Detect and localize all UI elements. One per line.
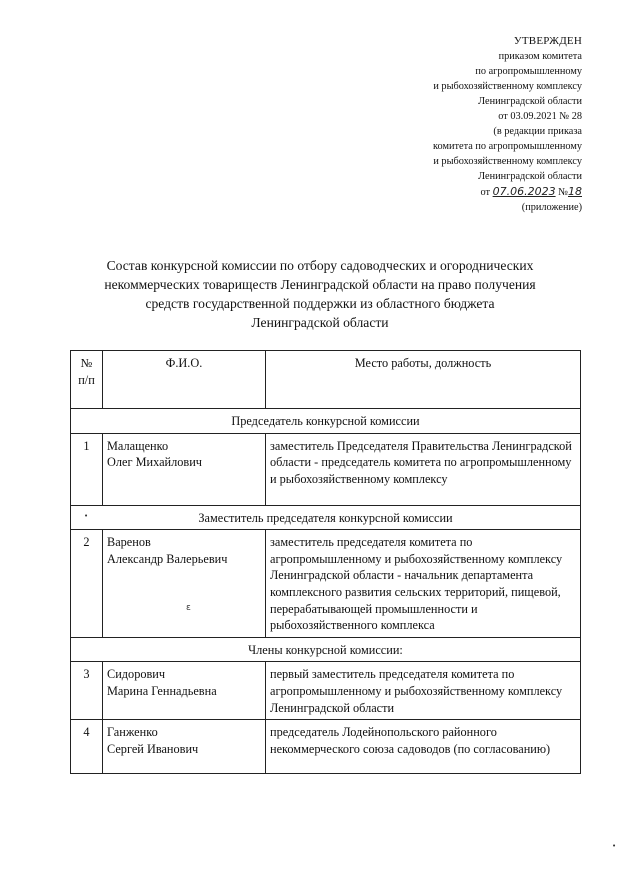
table-row xyxy=(71,720,581,774)
approval-line: от 03.09.2021 № 28 xyxy=(498,111,582,122)
scan-artifact-dot: • xyxy=(84,512,89,520)
row-name xyxy=(103,662,266,720)
header-position: Место работы, должность xyxy=(266,351,581,409)
number-sign: № xyxy=(558,187,568,198)
row-surname: Малащенко xyxy=(107,438,169,453)
row-surname: Варенов xyxy=(107,535,151,550)
row-position: председатель Лодейнопольского районного некоммерческого союза садоводов (по согласованию) xyxy=(266,720,581,774)
approval-line: и рыбохозяйственному комплексу xyxy=(433,81,582,92)
approval-line: и рыбохозяйственному комплексу xyxy=(433,156,582,167)
title-line: Состав конкурсной комиссии по отбору садоводческих и огороднических xyxy=(106,258,534,273)
scan-artifact-dot: • xyxy=(612,842,617,850)
section-title-members: Члены конкурсной комиссии: xyxy=(71,637,581,662)
row-name xyxy=(103,530,266,638)
handwritten-number: 18 xyxy=(568,185,582,198)
row-given-name: Александр Валерьевич xyxy=(107,551,228,566)
header-name: Ф.И.О. xyxy=(103,351,266,409)
approval-line: по агропромышленному xyxy=(475,66,582,77)
approval-closing: (приложение) xyxy=(521,202,582,213)
row-given-name: Сергей Иванович xyxy=(107,741,199,756)
row-num: 1 xyxy=(71,433,103,505)
row-num: 2 xyxy=(71,530,103,638)
row-num: 4 xyxy=(71,720,103,774)
row-name xyxy=(103,720,266,774)
handwritten-date: 07.06.2023 xyxy=(492,185,556,198)
title-line: некоммерческих товариществ Ленинградской области на право получения xyxy=(104,277,536,292)
title-line: Ленинградской области xyxy=(251,315,389,330)
row-position: заместитель Председателя Правительства Ленинградской области - председатель комитета по агропромышленному и рыбохозяйственному комплексу xyxy=(266,433,581,505)
row-name xyxy=(103,433,266,505)
table-row xyxy=(71,530,581,638)
document-title xyxy=(60,256,580,332)
row-surname: Ганженко xyxy=(107,725,158,740)
row-given-name: Марина Геннадьевна xyxy=(107,683,217,698)
amendment-date-line xyxy=(433,184,582,200)
section-title-chairman: Председатель конкурсной комиссии xyxy=(71,409,581,434)
approval-line: комитета по агропромышленному xyxy=(433,141,582,152)
table-row xyxy=(71,433,581,505)
header-num: № п/п xyxy=(71,351,103,409)
approval-line: Ленинградской области xyxy=(478,96,582,107)
table-header-row xyxy=(71,351,581,409)
row-num: 3 xyxy=(71,662,103,720)
section-row xyxy=(71,409,581,434)
scan-artifact-mark: ɛ xyxy=(186,603,191,613)
section-row xyxy=(71,505,581,530)
approval-line: приказом комитета xyxy=(498,51,582,62)
row-given-name: Олег Михайлович xyxy=(107,455,202,470)
section-title-deputy: Заместитель председателя конкурсной комиссии xyxy=(71,505,581,530)
row-position: первый заместитель председателя комитета по агропромышленному и рыбохозяйственному комплексу Ленинградской области xyxy=(266,662,581,720)
table-row xyxy=(71,662,581,720)
commission-table xyxy=(70,350,581,774)
row-position: заместитель председателя комитета по агропромышленному и рыбохозяйственному комплексу Ленинградской области - начальник департамента комплексного развития сельских территорий, пищевой, перерабатывающей промышленности и рыбохозяйственного комплекса xyxy=(266,530,581,638)
date-prefix: от xyxy=(480,187,491,198)
approval-block xyxy=(433,34,582,215)
title-line: средств государственной поддержки из областного бюджета xyxy=(145,296,495,311)
approval-line: (в редакции приказа xyxy=(493,126,582,137)
approval-heading: УТВЕРЖДЕН xyxy=(513,35,582,47)
section-row xyxy=(71,637,581,662)
approval-line: Ленинградской области xyxy=(478,171,582,182)
row-surname: Сидорович xyxy=(107,667,166,682)
